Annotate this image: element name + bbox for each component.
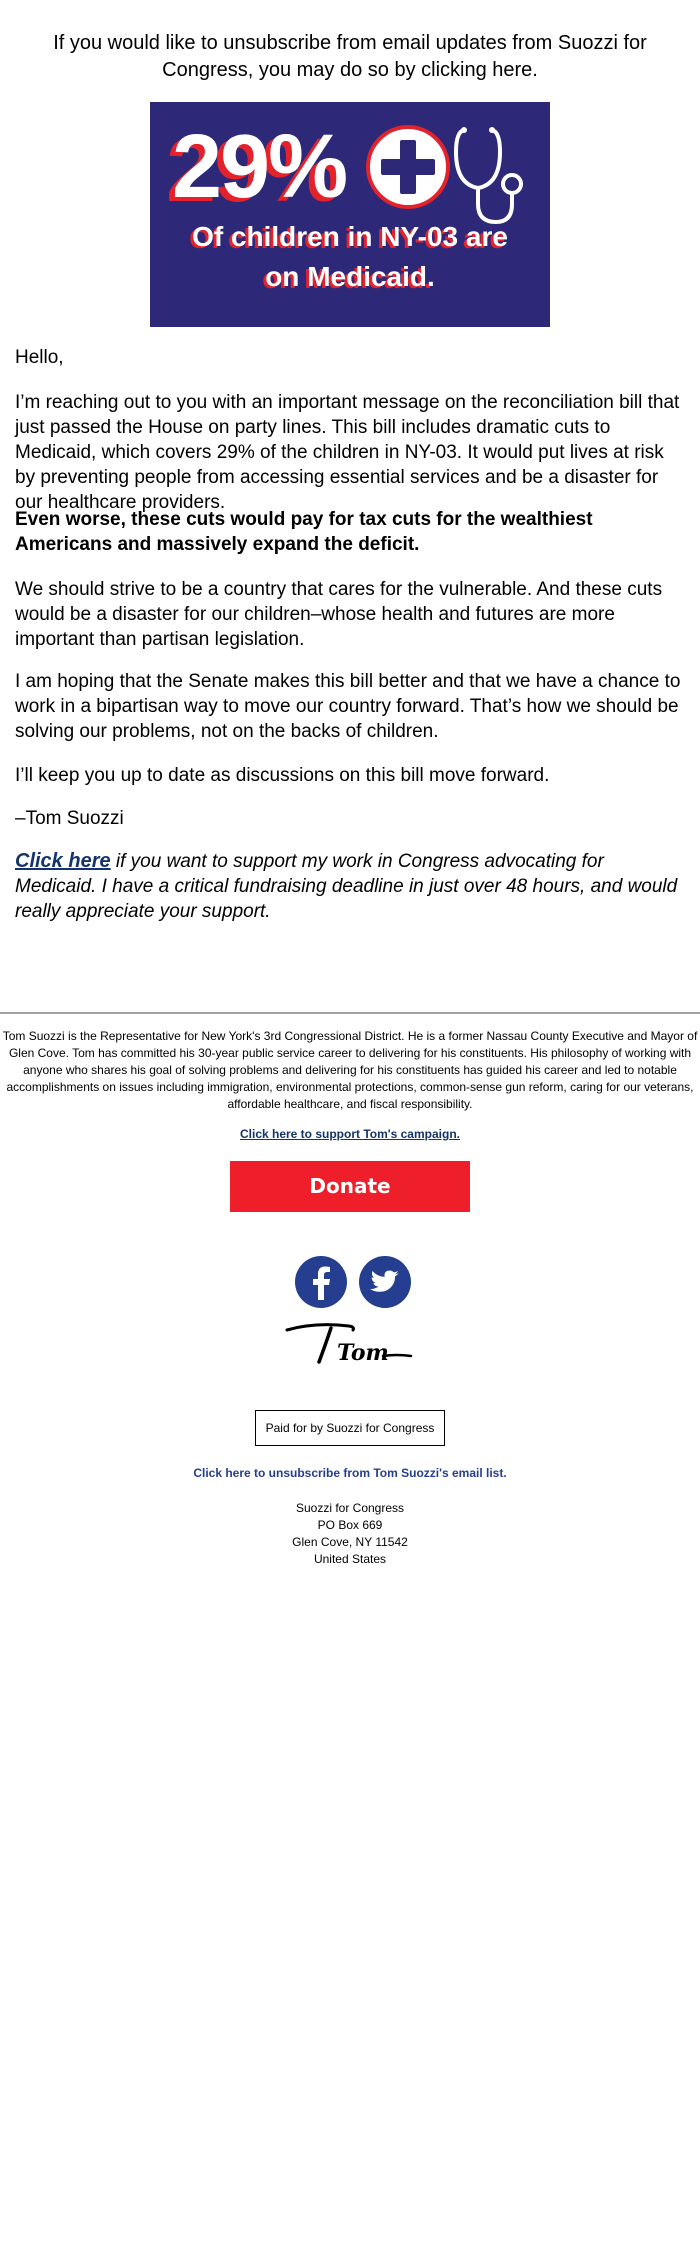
address-org: Suozzi for Congress <box>295 1501 405 1515</box>
bio-text: Tom Suozzi is the Representative for New York's 3rd Congressional District. He is a former Nassau County Executive and Mayor of Glen Cove. Tom has committed his 30-year public service career to delivering for his constituents. His philosophy of working with anyone who shares his goal of solving problems and delivering for his constituents has guided his career and led to notable accomplishments on issues including immigration, environmental protections, common-sense gun reform, caring for our veterans, affordable healthcare, and fiscal responsibility. <box>2 1029 698 1111</box>
paid-for-box: Paid for by Suozzi for Congress <box>255 1410 445 1446</box>
cta-text: if you want to support my work in Congress advocating for Medicaid. I have a critical fundraising deadline in just over 48 hours, and would really appreciate your support. <box>15 851 678 922</box>
paragraph-1: I’m reaching out to you with an important message on the reconciliation bill that just passed the House on party lines. This bill includes dramatic cuts to Medicaid, which covers 29% of the children in NY-03. It would put lives at risk by preventing people from accessing essential services and be a disaster for our healthcare providers. <box>15 392 680 513</box>
facebook-icon <box>295 1256 347 1308</box>
address-city: Glen Cove, NY 11542 <box>292 1535 408 1549</box>
support-campaign-link[interactable]: Click here to support Tom's campaign. <box>239 1127 460 1141</box>
banner-percent: 29% <box>172 117 347 217</box>
address-box: PO Box 669 <box>317 1518 383 1532</box>
paragraph-4: I am hoping that the Senate makes this bill better and that we have a chance to work in a bipartisan way to move our country forward. That’s how we should be solving our problems, not on the backs of children. <box>15 671 681 742</box>
cta-paragraph <box>15 849 685 924</box>
stethoscope-icon <box>452 122 532 232</box>
mailing-address <box>0 1500 700 1568</box>
twitter-icon <box>359 1256 411 1308</box>
signature-text: Tom <box>337 1340 389 1366</box>
banner-line-1: Of children in NY-03 are <box>192 221 508 252</box>
footer-unsubscribe-link[interactable]: Click here to unsubscribe from Tom Suozzi's email list. <box>193 1466 507 1480</box>
cta-click-here-link[interactable]: Click here <box>15 850 111 872</box>
medical-cross-icon <box>363 122 453 212</box>
donate-button[interactable]: Donate <box>230 1161 470 1212</box>
banner-line-2: on Medicaid. <box>265 261 435 292</box>
twitter-link[interactable] <box>359 1256 411 1308</box>
paragraph-5: I’ll keep you up to date as discussions on this bill move forward. <box>15 765 550 786</box>
address-country: United States <box>313 1552 387 1566</box>
footer-divider <box>0 1012 700 1014</box>
top-unsubscribe-note[interactable]: If you would like to unsubscribe from email updates from Suozzi for Congress, you may do so by clicking here. <box>53 32 647 81</box>
greeting: Hello, <box>15 347 64 368</box>
facebook-link[interactable] <box>295 1256 347 1308</box>
medicaid-banner <box>150 102 550 327</box>
paragraph-2: Even worse, these cuts would pay for tax cuts for the wealthiest Americans and massively expand the deficit. <box>15 509 593 555</box>
paragraph-3: We should strive to be a country that cares for the vulnerable. And these cuts would be a disaster for our children–whose health and futures are more important than partisan legislation. <box>15 579 663 650</box>
signoff: –Tom Suozzi <box>15 808 124 829</box>
signature-tom <box>285 1318 415 1368</box>
